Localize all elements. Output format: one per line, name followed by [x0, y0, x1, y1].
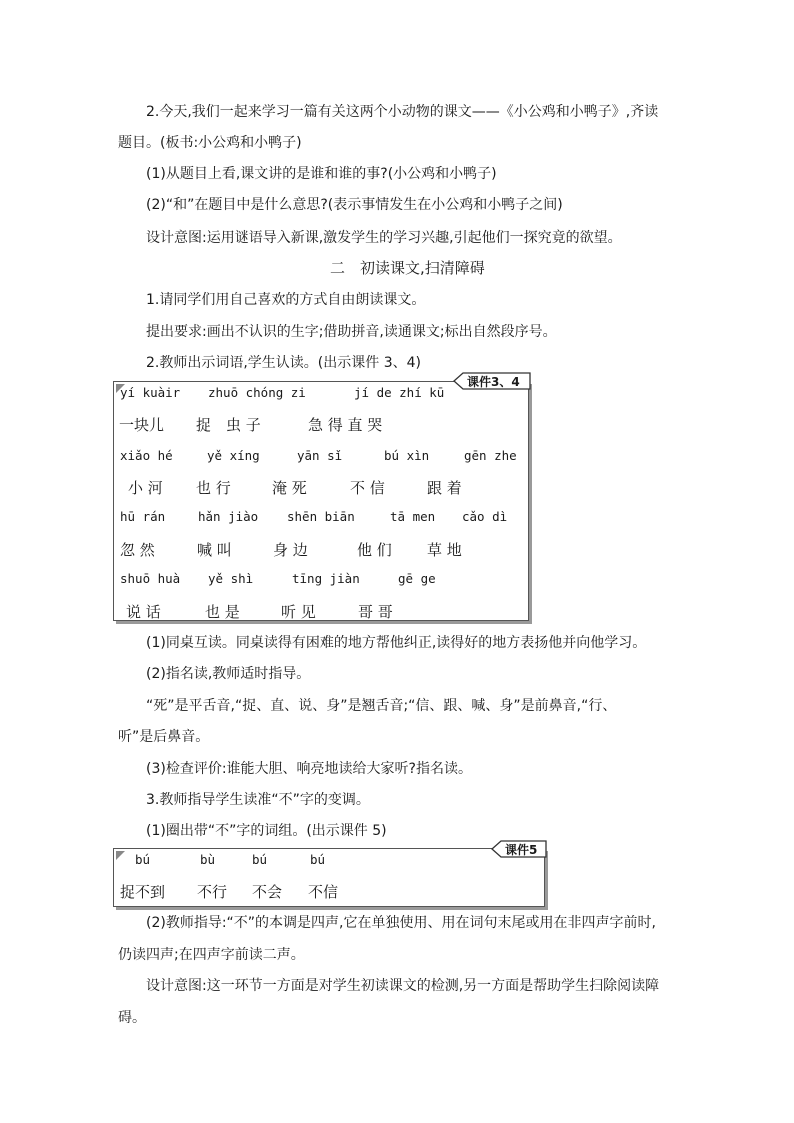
- section-heading: 二 初读课文,扫清障碍: [330, 259, 485, 277]
- pinyin-item: gē ge: [398, 571, 436, 586]
- paragraph-14a: (2)教师指导:“不”的本调是四声,它在单独使用、用在词句末尾或用在非四声字前时,: [146, 915, 656, 931]
- word-item: 也 行: [196, 479, 231, 497]
- pinyin-item: yān sǐ: [297, 448, 343, 463]
- pinyin-item: hū rán: [120, 509, 166, 524]
- paragraph-4: 设计意图:运用谜语导入新课,激发学生的学习兴趣,引起他们一探究竟的欲望。: [146, 230, 622, 246]
- word-item: 草 地: [427, 541, 462, 559]
- pinyin-item: bú xìn: [384, 448, 430, 463]
- word-item: 急 得 直 哭: [308, 416, 383, 434]
- pinyin-item: tīng jiàn: [292, 571, 360, 586]
- word-item: 不会: [252, 883, 283, 901]
- pinyin-item: yě shì: [208, 571, 254, 586]
- pinyin-item: bú: [310, 852, 326, 867]
- word-item: 小 河: [128, 479, 163, 497]
- paragraph-10a: “死”是平舌音,“捉、直、说、身”是翘舌音;“信、跟、喊、身”是前鼻音,“行、: [146, 698, 617, 714]
- word-item: 不信: [308, 883, 339, 901]
- pinyin-item: yě xíng: [207, 448, 260, 463]
- paragraph-14b: 仍读四声;在四声字前读二声。: [118, 947, 305, 963]
- word-item: 忽 然: [120, 541, 155, 559]
- courseware-tag-label: 课件5: [505, 842, 538, 857]
- word-item: 说 话: [126, 603, 161, 621]
- pinyin-item: shuō huà: [120, 571, 181, 586]
- word-item: 捉 虫 子: [196, 416, 261, 434]
- paragraph-15b: 碍。: [118, 1010, 146, 1026]
- paragraph-15a: 设计意图:这一环节一方面是对学生初读课文的检测,另一方面是帮助学生扫除阅读障: [146, 978, 660, 994]
- pinyin-item: jí de zhí kū: [354, 385, 445, 400]
- paragraph-1a: 2.今天,我们一起来学习一篇有关这两个小动物的课文——《小公鸡和小鸭子》,齐读: [146, 104, 659, 120]
- paragraph-11: (3)检查评价:谁能大胆、响亮地读给大家听?指名读。: [146, 761, 472, 777]
- pinyin-item: bù: [200, 852, 216, 867]
- paragraph-1b: 题目。(板书:小公鸡和小鸭子): [118, 135, 302, 151]
- word-item: 也 是: [205, 603, 240, 621]
- word-item: 捉不到: [120, 883, 166, 901]
- courseware-tag-label: 课件3、4: [467, 374, 520, 389]
- pinyin-item: yí kuàir: [120, 385, 181, 400]
- pinyin-item: tā men: [390, 509, 436, 524]
- word-item: 喊 叫: [197, 541, 232, 559]
- word-item: 身 边: [273, 541, 308, 559]
- paragraph-9: (2)指名读,教师适时指导。: [146, 666, 311, 682]
- word-item: 哥 哥: [358, 603, 393, 621]
- pinyin-item: zhuō chóng zi: [208, 385, 306, 400]
- word-item: 不行: [197, 883, 228, 901]
- pinyin-item: bú: [135, 852, 151, 867]
- pinyin-item: shēn biān: [287, 509, 355, 524]
- paragraph-10b: 听”是后鼻音。: [118, 729, 210, 745]
- paragraph-7: 2.教师出示词语,学生认读。(出示课件 3、4): [146, 355, 421, 371]
- pinyin-item: xiǎo hé: [120, 448, 173, 463]
- courseware-tag-3-4: [453, 372, 531, 390]
- paragraph-3: (2)“和”在题目中是什么意思?(表示事情发生在小公鸡和小鸭子之间): [146, 197, 563, 213]
- pinyin-item: gēn zhe: [464, 448, 517, 463]
- corner-marker-icon: [116, 851, 125, 860]
- word-item: 听 见: [281, 603, 316, 621]
- word-item: 一块儿: [119, 416, 165, 434]
- pinyin-item: bú: [252, 852, 268, 867]
- paragraph-8: (1)同桌互读。同桌读得有困难的地方帮他纠正,读得好的地方表扬他并向他学习。: [146, 635, 647, 651]
- paragraph-13: (1)圈出带“不”字的词组。(出示课件 5): [146, 823, 387, 839]
- pinyin-item: cǎo dì: [462, 509, 508, 524]
- paragraph-5: 1.请同学们用自己喜欢的方式自由朗读课文。: [146, 292, 426, 308]
- paragraph-2: (1)从题目上看,课文讲的是谁和谁的事?(小公鸡和小鸭子): [146, 166, 497, 182]
- word-item: 淹 死: [272, 479, 307, 497]
- word-item: 不 信: [350, 479, 385, 497]
- word-item: 他 们: [357, 541, 392, 559]
- courseware-tag-5: [491, 840, 547, 858]
- word-item: 跟 着: [427, 479, 462, 497]
- pinyin-item: hǎn jiào: [198, 509, 259, 524]
- paragraph-6: 提出要求:画出不认识的生字;借助拼音,读通课文;标出自然段序号。: [146, 324, 557, 340]
- paragraph-12: 3.教师指导学生读准“不”字的变调。: [146, 792, 370, 808]
